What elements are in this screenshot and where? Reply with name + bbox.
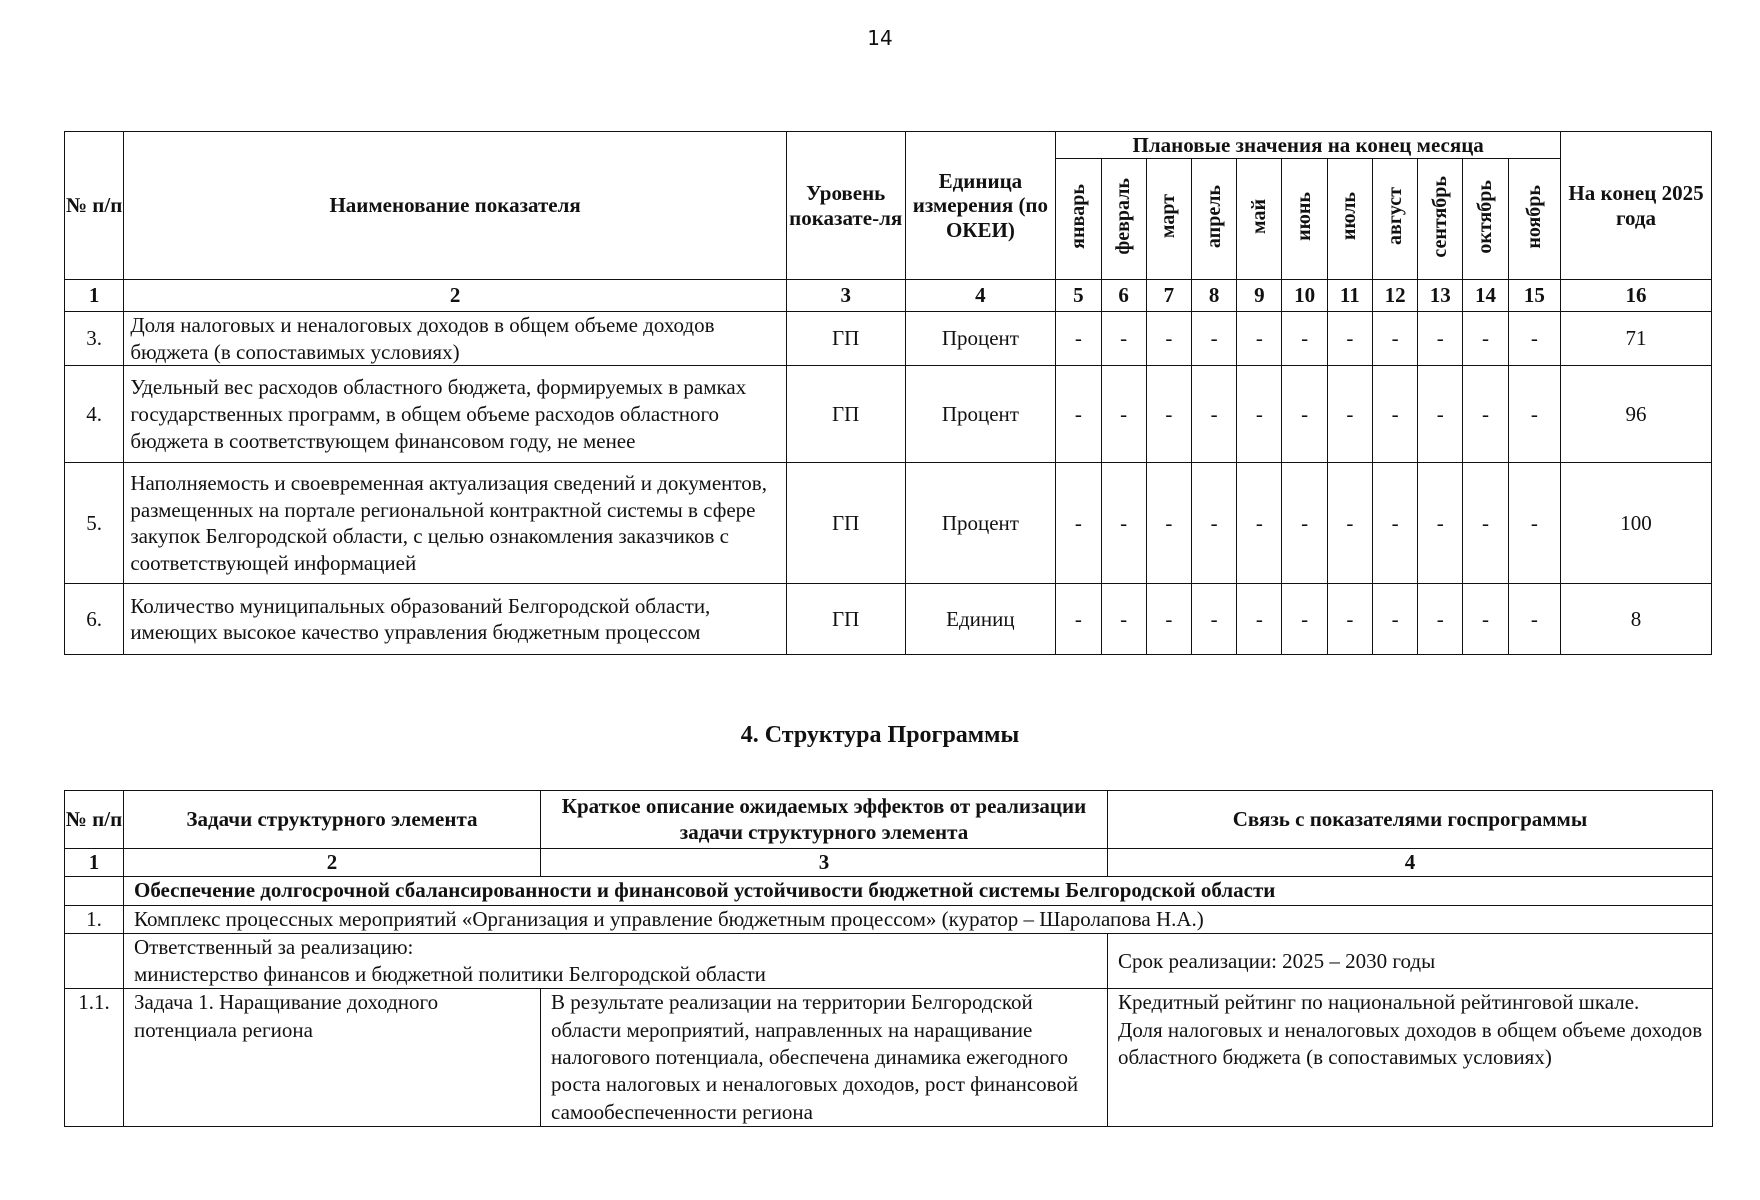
indicator-month-value: -	[1101, 312, 1146, 366]
indicator-month-value: -	[1418, 366, 1463, 463]
indicator-month-value: -	[1372, 366, 1417, 463]
column-number: 2	[124, 280, 787, 312]
header-month	[1418, 159, 1463, 280]
indicator-row	[65, 463, 1712, 584]
column-number: 3	[786, 280, 905, 312]
indicator-month-value: -	[1327, 366, 1372, 463]
indicator-month-value: -	[1146, 584, 1191, 655]
task-text: Задача 1. Наращивание доходного потенциала региона	[124, 989, 541, 1126]
goal-num-cell	[65, 877, 124, 905]
indicator-month-value: -	[1282, 366, 1327, 463]
link-text-2: Доля налоговых и неналоговых доходов в общем объеме доходов областного бюджета (в сопоставимых условиях)	[1118, 1017, 1703, 1070]
indicator-month-value: -	[1101, 584, 1146, 655]
structure-column-number: 3	[541, 849, 1108, 877]
indicator-month-value: -	[1463, 366, 1508, 463]
effect-text: В результате реализации на территории Белгородской области мероприятий, направленных на наращивание налогового потенциала, обеспечена динамика ежегодного роста налоговых и неналоговых доходов, рост финансовой самообеспеченности региона	[541, 989, 1108, 1126]
indicator-month-value: -	[1056, 366, 1101, 463]
indicator-month-value: -	[1192, 312, 1237, 366]
complex-num: 1.	[65, 905, 124, 933]
indicator-month-value: -	[1192, 463, 1237, 584]
column-number: 16	[1561, 280, 1712, 312]
header-month	[1327, 159, 1372, 280]
structure-column-number: 2	[124, 849, 541, 877]
indicator-month-value: -	[1237, 463, 1282, 584]
header-month	[1237, 159, 1282, 280]
indicator-month-value: -	[1237, 312, 1282, 366]
link-text-1: Кредитный рейтинг по национальной рейтинговой шкале.	[1118, 990, 1640, 1015]
indicator-num: 5.	[65, 463, 124, 584]
goal-row: Обеспечение долгосрочной сбалансированности и финансовой устойчивости бюджетной системы Белгородской области	[124, 877, 1713, 905]
indicator-year-end-value: 71	[1561, 312, 1712, 366]
header-month-label: апрель	[1202, 184, 1225, 248]
indicator-row	[65, 584, 1712, 655]
indicator-month-value: -	[1463, 584, 1508, 655]
column-number: 13	[1418, 280, 1463, 312]
column-number: 7	[1146, 280, 1191, 312]
column-number: 9	[1237, 280, 1282, 312]
header-month-label: август	[1383, 187, 1406, 246]
header-month	[1372, 159, 1417, 280]
indicator-unit: Процент	[905, 366, 1056, 463]
indicator-month-value: -	[1192, 366, 1237, 463]
indicator-level: ГП	[786, 584, 905, 655]
indicator-month-value: -	[1237, 366, 1282, 463]
term-cell: Срок реализации: 2025 – 2030 годы	[1108, 933, 1713, 989]
indicator-month-value: -	[1101, 463, 1146, 584]
indicator-month-value: -	[1056, 584, 1101, 655]
indicator-month-value: -	[1282, 463, 1327, 584]
indicator-month-value: -	[1418, 312, 1463, 366]
link-cell	[1108, 989, 1713, 1126]
indicator-name: Наполняемость и своевременная актуализация сведений и документов, размещенных на портале региональной контрактной системы в сфере закупок Белгородской области, с целью ознакомления заказчиков с соответствующей информацией	[124, 463, 787, 584]
structure-column-number: 4	[1108, 849, 1713, 877]
indicator-level: ГП	[786, 366, 905, 463]
section-title: 4. Структура Программы	[740, 722, 1020, 748]
indicator-unit: Процент	[905, 312, 1056, 366]
header-month	[1508, 159, 1560, 280]
column-number: 6	[1101, 280, 1146, 312]
indicator-month-value: -	[1146, 312, 1191, 366]
column-number: 1	[65, 280, 124, 312]
structure-column-number: 1	[65, 849, 124, 877]
header-year-end: На конец 2025 года	[1561, 132, 1712, 280]
structure-header-link: Связь с показателями госпрограммы	[1108, 791, 1713, 849]
column-number: 5	[1056, 280, 1101, 312]
header-month	[1463, 159, 1508, 280]
indicator-month-value: -	[1327, 584, 1372, 655]
header-month	[1101, 159, 1146, 280]
responsible-label: Ответственный за реализацию:	[134, 934, 414, 959]
indicator-month-value: -	[1056, 463, 1101, 584]
column-number: 12	[1372, 280, 1417, 312]
indicator-month-value: -	[1192, 584, 1237, 655]
page-number: 14	[867, 26, 893, 50]
header-month-label: октябрь	[1474, 179, 1497, 254]
header-unit: Единица измерения (по ОКЕИ)	[905, 132, 1056, 280]
indicator-row	[65, 312, 1712, 366]
indicators-table	[64, 131, 1712, 655]
indicator-name: Доля налоговых и неналоговых доходов в общем объеме доходов бюджета (в сопоставимых условиях)	[124, 312, 787, 366]
indicator-name: Удельный вес расходов областного бюджета, формируемых в рамках государственных программ, в общем объеме расходов областного бюджета в соответствующем финансовом году, не менее	[124, 366, 787, 463]
header-level: Уровень показате-ля	[786, 132, 905, 280]
responsible-value: министерство финансов и бюджетной политики Белгородской области	[134, 962, 766, 987]
indicator-year-end-value: 100	[1561, 463, 1712, 584]
indicator-month-value: -	[1146, 366, 1191, 463]
indicator-level: ГП	[786, 312, 905, 366]
header-month	[1146, 159, 1191, 280]
column-number: 15	[1508, 280, 1560, 312]
header-month	[1282, 159, 1327, 280]
header-month	[1192, 159, 1237, 280]
indicator-year-end-value: 8	[1561, 584, 1712, 655]
indicator-month-value: -	[1237, 584, 1282, 655]
indicator-month-value: -	[1508, 463, 1560, 584]
indicator-month-value: -	[1372, 463, 1417, 584]
indicator-month-value: -	[1056, 312, 1101, 366]
indicator-num: 3.	[65, 312, 124, 366]
header-month-label: март	[1157, 194, 1180, 239]
indicator-month-value: -	[1101, 366, 1146, 463]
header-month-label: сентябрь	[1428, 175, 1451, 258]
indicator-row	[65, 366, 1712, 463]
indicator-year-end-value: 96	[1561, 366, 1712, 463]
structure-table	[64, 790, 1713, 1127]
header-month-label: июнь	[1293, 191, 1316, 241]
header-planned: Плановые значения на конец месяца	[1056, 132, 1561, 159]
column-number: 10	[1282, 280, 1327, 312]
indicator-num: 4.	[65, 366, 124, 463]
indicator-month-value: -	[1146, 463, 1191, 584]
indicator-month-value: -	[1508, 366, 1560, 463]
column-number: 4	[905, 280, 1056, 312]
header-month-label: май	[1247, 198, 1270, 234]
header-name: Наименование показателя	[124, 132, 787, 280]
task-num: 1.1.	[65, 989, 124, 1126]
indicator-month-value: -	[1508, 312, 1560, 366]
header-month-label: ноябрь	[1522, 184, 1545, 249]
header-month-label: февраль	[1112, 178, 1135, 255]
indicator-month-value: -	[1327, 312, 1372, 366]
column-number: 14	[1463, 280, 1508, 312]
complex-title: Комплекс процессных мероприятий «Организация и управление бюджетным процессом» (куратор – Шаролапова Н.А.)	[124, 905, 1713, 933]
indicator-month-value: -	[1463, 312, 1508, 366]
indicator-unit: Единиц	[905, 584, 1056, 655]
indicator-unit: Процент	[905, 463, 1056, 584]
structure-header-effects: Краткое описание ожидаемых эффектов от реализации задачи структурного элемента	[541, 791, 1108, 849]
column-number: 8	[1192, 280, 1237, 312]
indicator-month-value: -	[1372, 584, 1417, 655]
indicator-level: ГП	[786, 463, 905, 584]
indicator-name: Количество муниципальных образований Белгородской области, имеющих высокое качество управления бюджетным процессом	[124, 584, 787, 655]
indicator-month-value: -	[1463, 463, 1508, 584]
indicator-month-value: -	[1418, 584, 1463, 655]
header-num: № п/п	[65, 132, 124, 280]
structure-header-tasks: Задачи структурного элемента	[124, 791, 541, 849]
indicator-month-value: -	[1418, 463, 1463, 584]
indicator-month-value: -	[1372, 312, 1417, 366]
header-month-label: июль	[1338, 192, 1361, 241]
indicator-month-value: -	[1327, 463, 1372, 584]
structure-header-num: № п/п	[65, 791, 124, 849]
header-month-label: январь	[1066, 184, 1089, 249]
responsible-cell	[124, 933, 1108, 989]
column-number: 11	[1327, 280, 1372, 312]
indicator-month-value: -	[1282, 584, 1327, 655]
indicator-month-value: -	[1508, 584, 1560, 655]
indicator-num: 6.	[65, 584, 124, 655]
indicator-month-value: -	[1282, 312, 1327, 366]
responsible-num-cell	[65, 933, 124, 989]
header-month	[1056, 159, 1101, 280]
